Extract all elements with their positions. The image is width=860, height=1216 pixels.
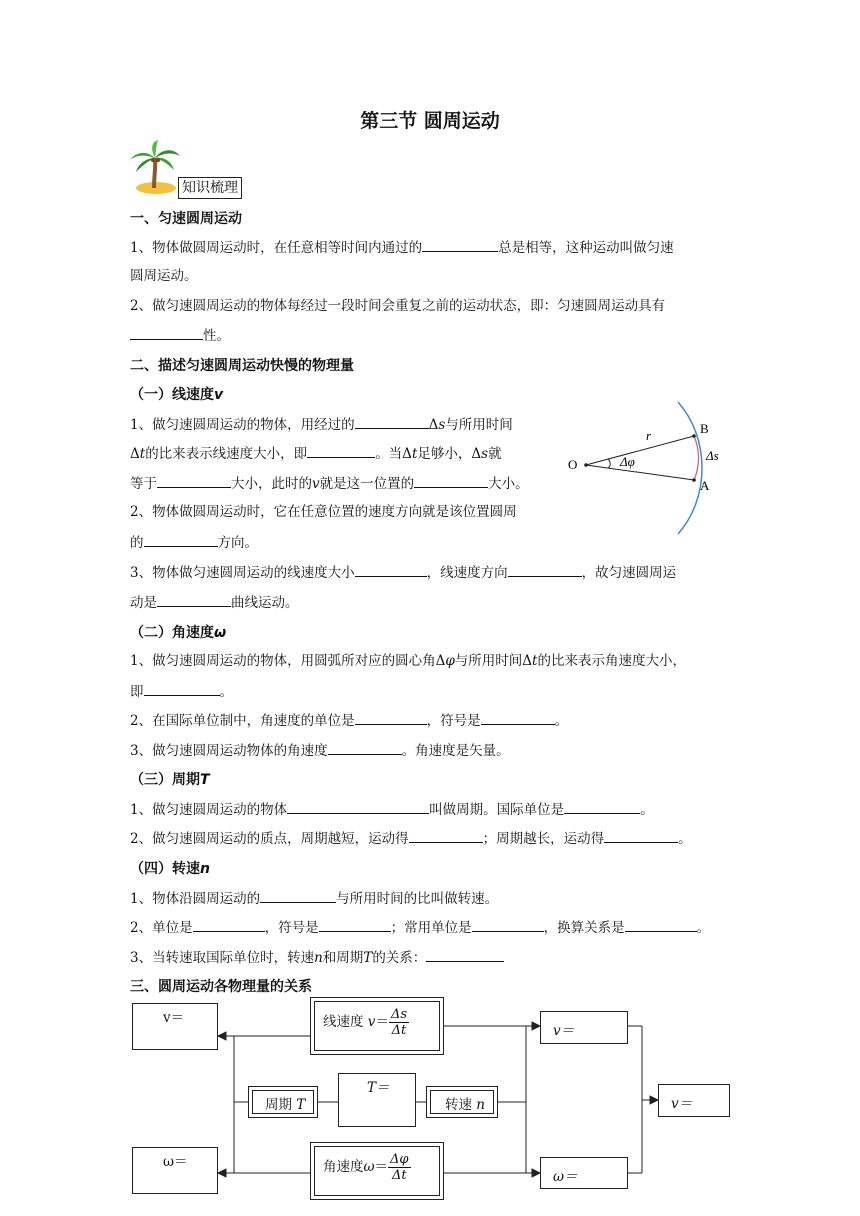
paragraph — [130, 532, 258, 553]
text: 。 — [640, 802, 654, 818]
fraction — [388, 1152, 411, 1183]
period-label — [265, 1093, 305, 1113]
answer-box-v-final — [658, 1084, 730, 1117]
subheading-period — [130, 769, 210, 789]
circular-motion-figure — [560, 398, 740, 538]
text: 。当Δ — [375, 446, 412, 462]
text: ，线速度方向 — [426, 565, 508, 581]
rotational-speed-box — [426, 1086, 498, 1118]
label-o: O — [568, 457, 578, 472]
text: 3、做匀速圆周运动物体的角速度 — [130, 743, 328, 759]
section-heading-3: 三、圆周运动各物理量的关系 — [130, 979, 312, 995]
section-heading-1: 一、匀速圆周运动 — [130, 211, 242, 227]
blank — [157, 473, 231, 488]
blank — [193, 917, 265, 932]
arrow — [650, 1096, 658, 1104]
paragraph — [130, 562, 676, 583]
text: 与所用时间Δ — [454, 653, 533, 669]
symbol: T — [296, 1097, 306, 1113]
text: 。 — [678, 831, 692, 847]
blank — [144, 532, 218, 547]
symbol: n — [200, 861, 210, 877]
text: 总是相等，这种运动叫做匀速 — [498, 240, 674, 256]
text: ，符号是 — [426, 713, 481, 729]
text: Δ — [428, 417, 439, 433]
text: 与所用时间的比叫做转速。 — [336, 891, 499, 907]
text: 大小，此时的 — [231, 476, 312, 492]
blank — [472, 917, 544, 932]
text: ，符号是 — [264, 920, 319, 936]
text: 的关系： — [372, 950, 427, 966]
text: 1、做匀速圆周运动的物体，用圆弧所对应的圆心角Δ — [130, 653, 446, 669]
paragraph — [130, 917, 710, 938]
text: ＝ — [374, 1159, 389, 1175]
symbol: t — [532, 653, 538, 669]
answer-box-period — [338, 1073, 416, 1127]
linear-velocity-formula — [323, 1007, 409, 1038]
subheading-linear-velocity — [130, 384, 223, 404]
symbol: s — [481, 446, 489, 462]
paragraph — [130, 799, 654, 820]
numerator: Δs — [390, 1007, 407, 1022]
section-heading-2: 二、描述匀速圆周运动快慢的物理量 — [130, 358, 354, 374]
text: ＝ — [375, 1014, 389, 1030]
arrow — [218, 1169, 226, 1177]
paragraph — [130, 947, 504, 968]
text: 线速度 — [323, 1014, 368, 1030]
box-label: ω＝ — [553, 1169, 578, 1185]
radius-oa — [586, 465, 694, 480]
symbol: T — [200, 772, 210, 788]
answer-box-v-right-top — [540, 1011, 628, 1044]
subheading-rotational-speed — [130, 858, 210, 878]
text: 转速 — [445, 1097, 477, 1113]
point-a — [692, 478, 696, 482]
blank — [355, 562, 427, 577]
text: 等于 — [130, 476, 157, 492]
blank — [130, 325, 203, 340]
speed-label — [445, 1093, 485, 1113]
text: （三）周期 — [130, 772, 200, 788]
angle-mark — [608, 459, 610, 468]
text: 与所用时间 — [445, 417, 513, 433]
symbol: v — [312, 476, 320, 492]
box-label: T＝ — [367, 1080, 390, 1096]
text: 。 — [219, 684, 233, 700]
text: ，故匀速圆周运 — [581, 565, 677, 581]
label-ds: Δs — [706, 448, 719, 463]
paragraph — [130, 592, 299, 613]
answer-box-omega-left — [132, 1147, 218, 1194]
blank — [481, 710, 555, 725]
paragraph — [130, 710, 568, 731]
symbol: s — [438, 417, 446, 433]
paragraph: 圆周运动。 — [130, 268, 198, 284]
symbol: n — [476, 1097, 485, 1113]
angular-velocity-box — [310, 1142, 444, 1200]
palm-tree-icon — [128, 140, 184, 196]
blank — [422, 237, 498, 252]
box-label: v＝ — [671, 1096, 693, 1112]
arrow — [532, 1022, 540, 1030]
text: 曲线运动。 — [231, 595, 299, 611]
blank — [508, 562, 582, 577]
point-o — [584, 463, 588, 467]
text: （四）转速 — [130, 861, 200, 877]
symbol: ω — [214, 625, 227, 641]
section-badge: 知识梳理 — [178, 177, 242, 199]
text: 大小。 — [488, 476, 529, 492]
text: 足够小，Δ — [417, 446, 482, 462]
text: （一）线速度 — [130, 387, 214, 403]
paragraph — [130, 651, 686, 671]
blank — [564, 799, 640, 814]
text: 性。 — [203, 328, 230, 344]
blank — [260, 888, 336, 903]
text: 的比来表示线速度大小，即 — [145, 446, 308, 462]
paragraph: 2、物体做圆周运动时，它在任意位置的速度方向就是该位置圆周 — [130, 504, 517, 520]
blank — [319, 917, 391, 932]
text: 3、物体做匀速圆周运动的线速度大小 — [130, 565, 355, 581]
paragraph — [130, 443, 502, 464]
text: 。角速度是矢量。 — [401, 743, 510, 759]
label-r: r — [646, 428, 652, 443]
linear-velocity-box — [310, 997, 444, 1055]
denominator: Δt — [391, 1023, 407, 1038]
subheading-angular-velocity — [130, 622, 226, 642]
arrow — [532, 1169, 540, 1177]
period-box — [248, 1086, 318, 1118]
box-label: v＝ — [163, 1010, 185, 1026]
arc — [678, 402, 702, 534]
symbol: T — [363, 950, 373, 966]
blank — [355, 710, 427, 725]
text: 周期 — [265, 1097, 297, 1113]
numerator: Δφ — [390, 1152, 409, 1167]
text: ，换算关系是 — [543, 920, 625, 936]
text: 1、做匀速圆周运动的物体，用经过的 — [130, 417, 355, 433]
paragraph: 2、做匀速圆周运动的物体每经过一段时间会重复之前的运动状态，即：匀速圆周运动具有 — [130, 298, 666, 314]
blank — [426, 947, 504, 962]
box-label: ω＝ — [163, 1154, 188, 1170]
text: 方向。 — [217, 535, 258, 551]
blank — [625, 917, 697, 932]
symbol: n — [314, 950, 323, 966]
text: （二）角速度 — [130, 625, 214, 641]
blank — [355, 414, 429, 429]
denominator: Δt — [391, 1168, 407, 1183]
text: 的 — [130, 535, 144, 551]
page-title: 第三节 圆周运动 — [360, 110, 500, 132]
arrow — [218, 1032, 226, 1040]
text: 的比来表示角速度大小， — [537, 653, 686, 669]
label-a: A — [700, 478, 710, 493]
symbol: φ — [445, 653, 455, 669]
answer-box-omega-right — [540, 1157, 628, 1189]
blank — [328, 740, 402, 755]
arc-ds — [694, 436, 699, 480]
text: 动是 — [130, 595, 157, 611]
text: 1、物体沿圆周运动的 — [130, 891, 261, 907]
symbol: ω — [363, 1159, 375, 1175]
text: 1、物体做圆周运动时，在任意相等时间内通过的 — [130, 240, 423, 256]
symbol: t — [139, 446, 146, 462]
paragraph — [130, 414, 513, 435]
answer-box-v-left — [132, 1003, 218, 1050]
text: ；常用单位是 — [390, 920, 472, 936]
paragraph — [130, 325, 230, 346]
radius-ob — [586, 436, 694, 465]
blank — [604, 828, 678, 843]
blank — [287, 799, 429, 814]
text: 2、在国际单位制中，角速度的单位是 — [130, 713, 355, 729]
text: 1、做匀速圆周运动的物体 — [130, 802, 288, 818]
text: 3、当转速取国际单位时，转速 — [130, 950, 315, 966]
box-label: v＝ — [553, 1023, 575, 1039]
text: 角速度 — [323, 1159, 364, 1175]
blank — [414, 473, 488, 488]
angular-velocity-formula — [323, 1152, 411, 1183]
paragraph — [130, 888, 498, 909]
paragraph — [130, 473, 529, 494]
fraction — [389, 1007, 409, 1038]
paragraph — [130, 740, 510, 761]
label-b: B — [700, 421, 709, 436]
paragraph — [130, 828, 692, 849]
symbol: v — [214, 387, 224, 403]
text: 叫做周期。国际单位是 — [429, 802, 565, 818]
text: 就是这一位置的 — [319, 476, 415, 492]
paragraph — [130, 237, 674, 258]
symbol: v — [367, 1014, 376, 1030]
text: 。 — [554, 713, 569, 729]
blank — [307, 443, 375, 458]
text: ；周期越长，运动得 — [482, 831, 605, 847]
text: 2、单位是 — [130, 920, 193, 936]
text: 。 — [696, 920, 711, 936]
text: 即 — [130, 684, 144, 700]
text: 2、做匀速圆周运动的质点，周期越短，运动得 — [130, 831, 409, 847]
paragraph — [130, 681, 233, 702]
label-dphi: Δφ — [620, 454, 635, 469]
text: 和周期 — [322, 950, 364, 966]
text: 就 — [488, 446, 502, 462]
symbol: t — [411, 446, 418, 462]
blank — [157, 592, 231, 607]
blank — [144, 681, 220, 696]
point-b — [692, 434, 696, 438]
blank — [409, 828, 483, 843]
text: Δ — [130, 446, 140, 462]
